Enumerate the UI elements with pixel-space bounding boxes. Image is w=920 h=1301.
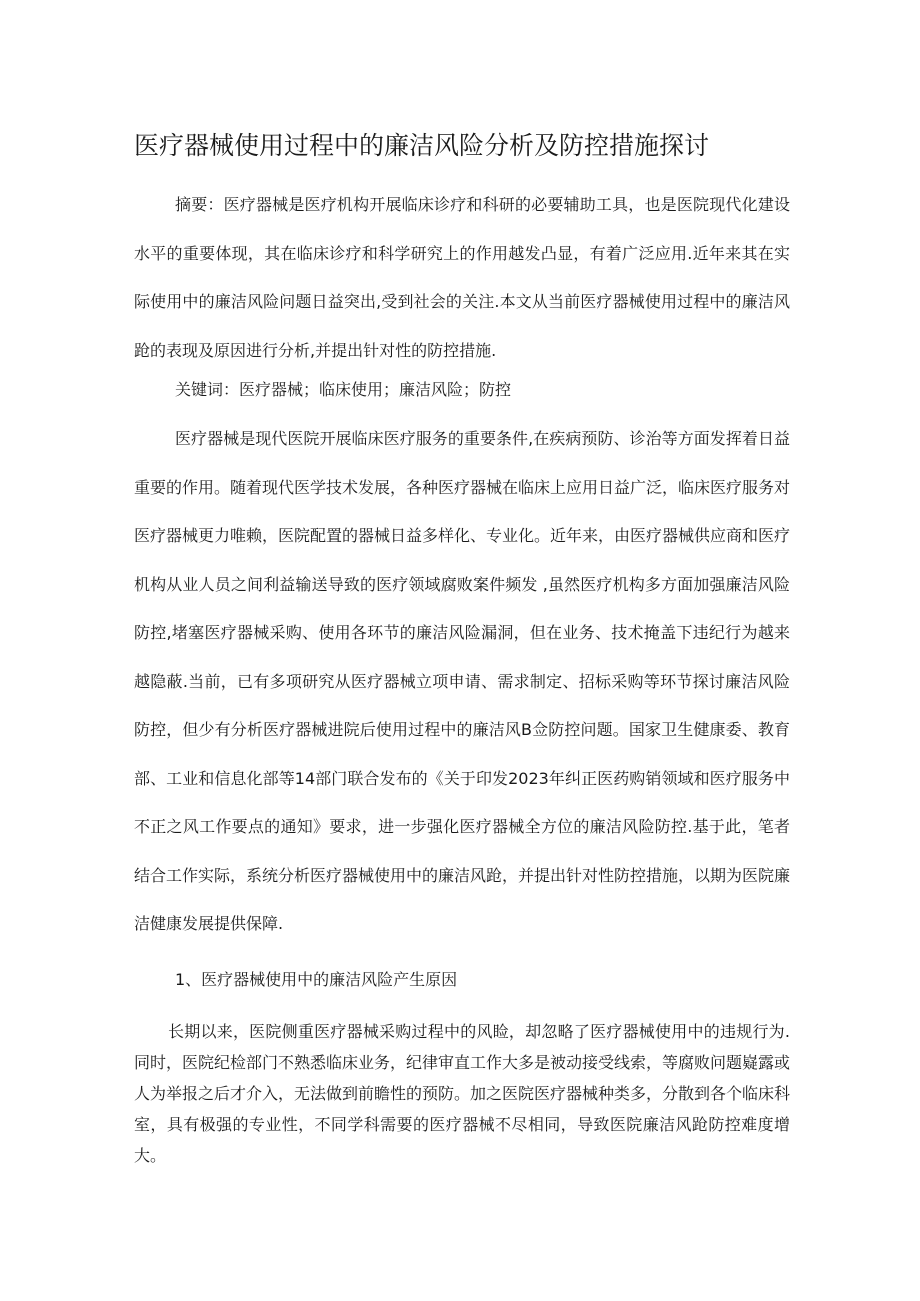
section-1-heading: 1、医疗器械使用中的廉洁风险产生原因 bbox=[175, 970, 458, 989]
keywords-paragraph: 关键词：医疗器械；临床使用；廉洁风险；防控 bbox=[175, 380, 512, 399]
intro-paragraph: 医疗器械是现代医院开展临床医疗服务的重要条件,在疾病预防、诊治等方面发挥着日益重要的作用。随着现代医学技术发展，各种医疗器械在临床上应用日益广泛，临床医疗服务对医疗器械更力唯赖，医院配置的器械日益多样化、专业化。近年来，由医疗器械供应商和医疗机构从业人员之间利益输送导致的医疗领域腐败案件频发 ,虽然医疗机构多方面加强廉洁风险防控,堵塞医疗器械采购、使用各环节的廉洁风险漏洞，但在业务、技术掩盖下违纪行为越来越隐蔽.当前，已有多项研究从医疗器械立项申请、需求制定、招标采购等环节探讨廉洁风险防控，但少有分析医疗器械进院后使用过程中的廉洁风B佥防控问题。国家卫生健康委、教育部、工业和信息化部等14部门联合发布的《关于印发2023年纠正医药购销领域和医疗服务中不正之风工作要点的通知》要求，进一步强化医疗器械全方位的廉洁风险防控.基于此，笔者结合工作实际，系统分析医疗器械使用中的廉洁风跄，并提出针对性防控措施，以期为医院廉洁健康发展提供保障. bbox=[134, 429, 791, 933]
abstract-paragraph: 摘要：医疗器械是医疗机构开展临床诊疗和科研的必要辅助工具，也是医院现代化建设水平的重要体现，其在临床诊疗和科学研究上的作用越发凸显，有着广泛应用.近年来其在实际使用中的廉洁风险问题日益突出,受到社会的关注.本文从当前医疗器械使用过程中的廉洁风跄的表现及原因进行分析,并提出针对性的防控措施. bbox=[134, 195, 790, 360]
document-title: 医疗器械使用过程中的廉洁风险分析及防控措施探讨 bbox=[134, 131, 710, 160]
section-1-paragraph: 长期以来，医院侧重医疗器械采购过程中的风睑，却忽略了医疗器械使用中的违规行为.同时，医院纪检部门不熟悉临床业务，纪律审直工作大多是被动接受线索，等腐败问题嶷露或人为举报之后才介入，无法做到前瞻性的预防。加之医院医疗器械种类多，分散到各个临床科室，具有极强的专业性，不同学科需要的医疗器械不尽相同，导致医院廉洁风跄防控难度增大。 bbox=[134, 1022, 791, 1165]
